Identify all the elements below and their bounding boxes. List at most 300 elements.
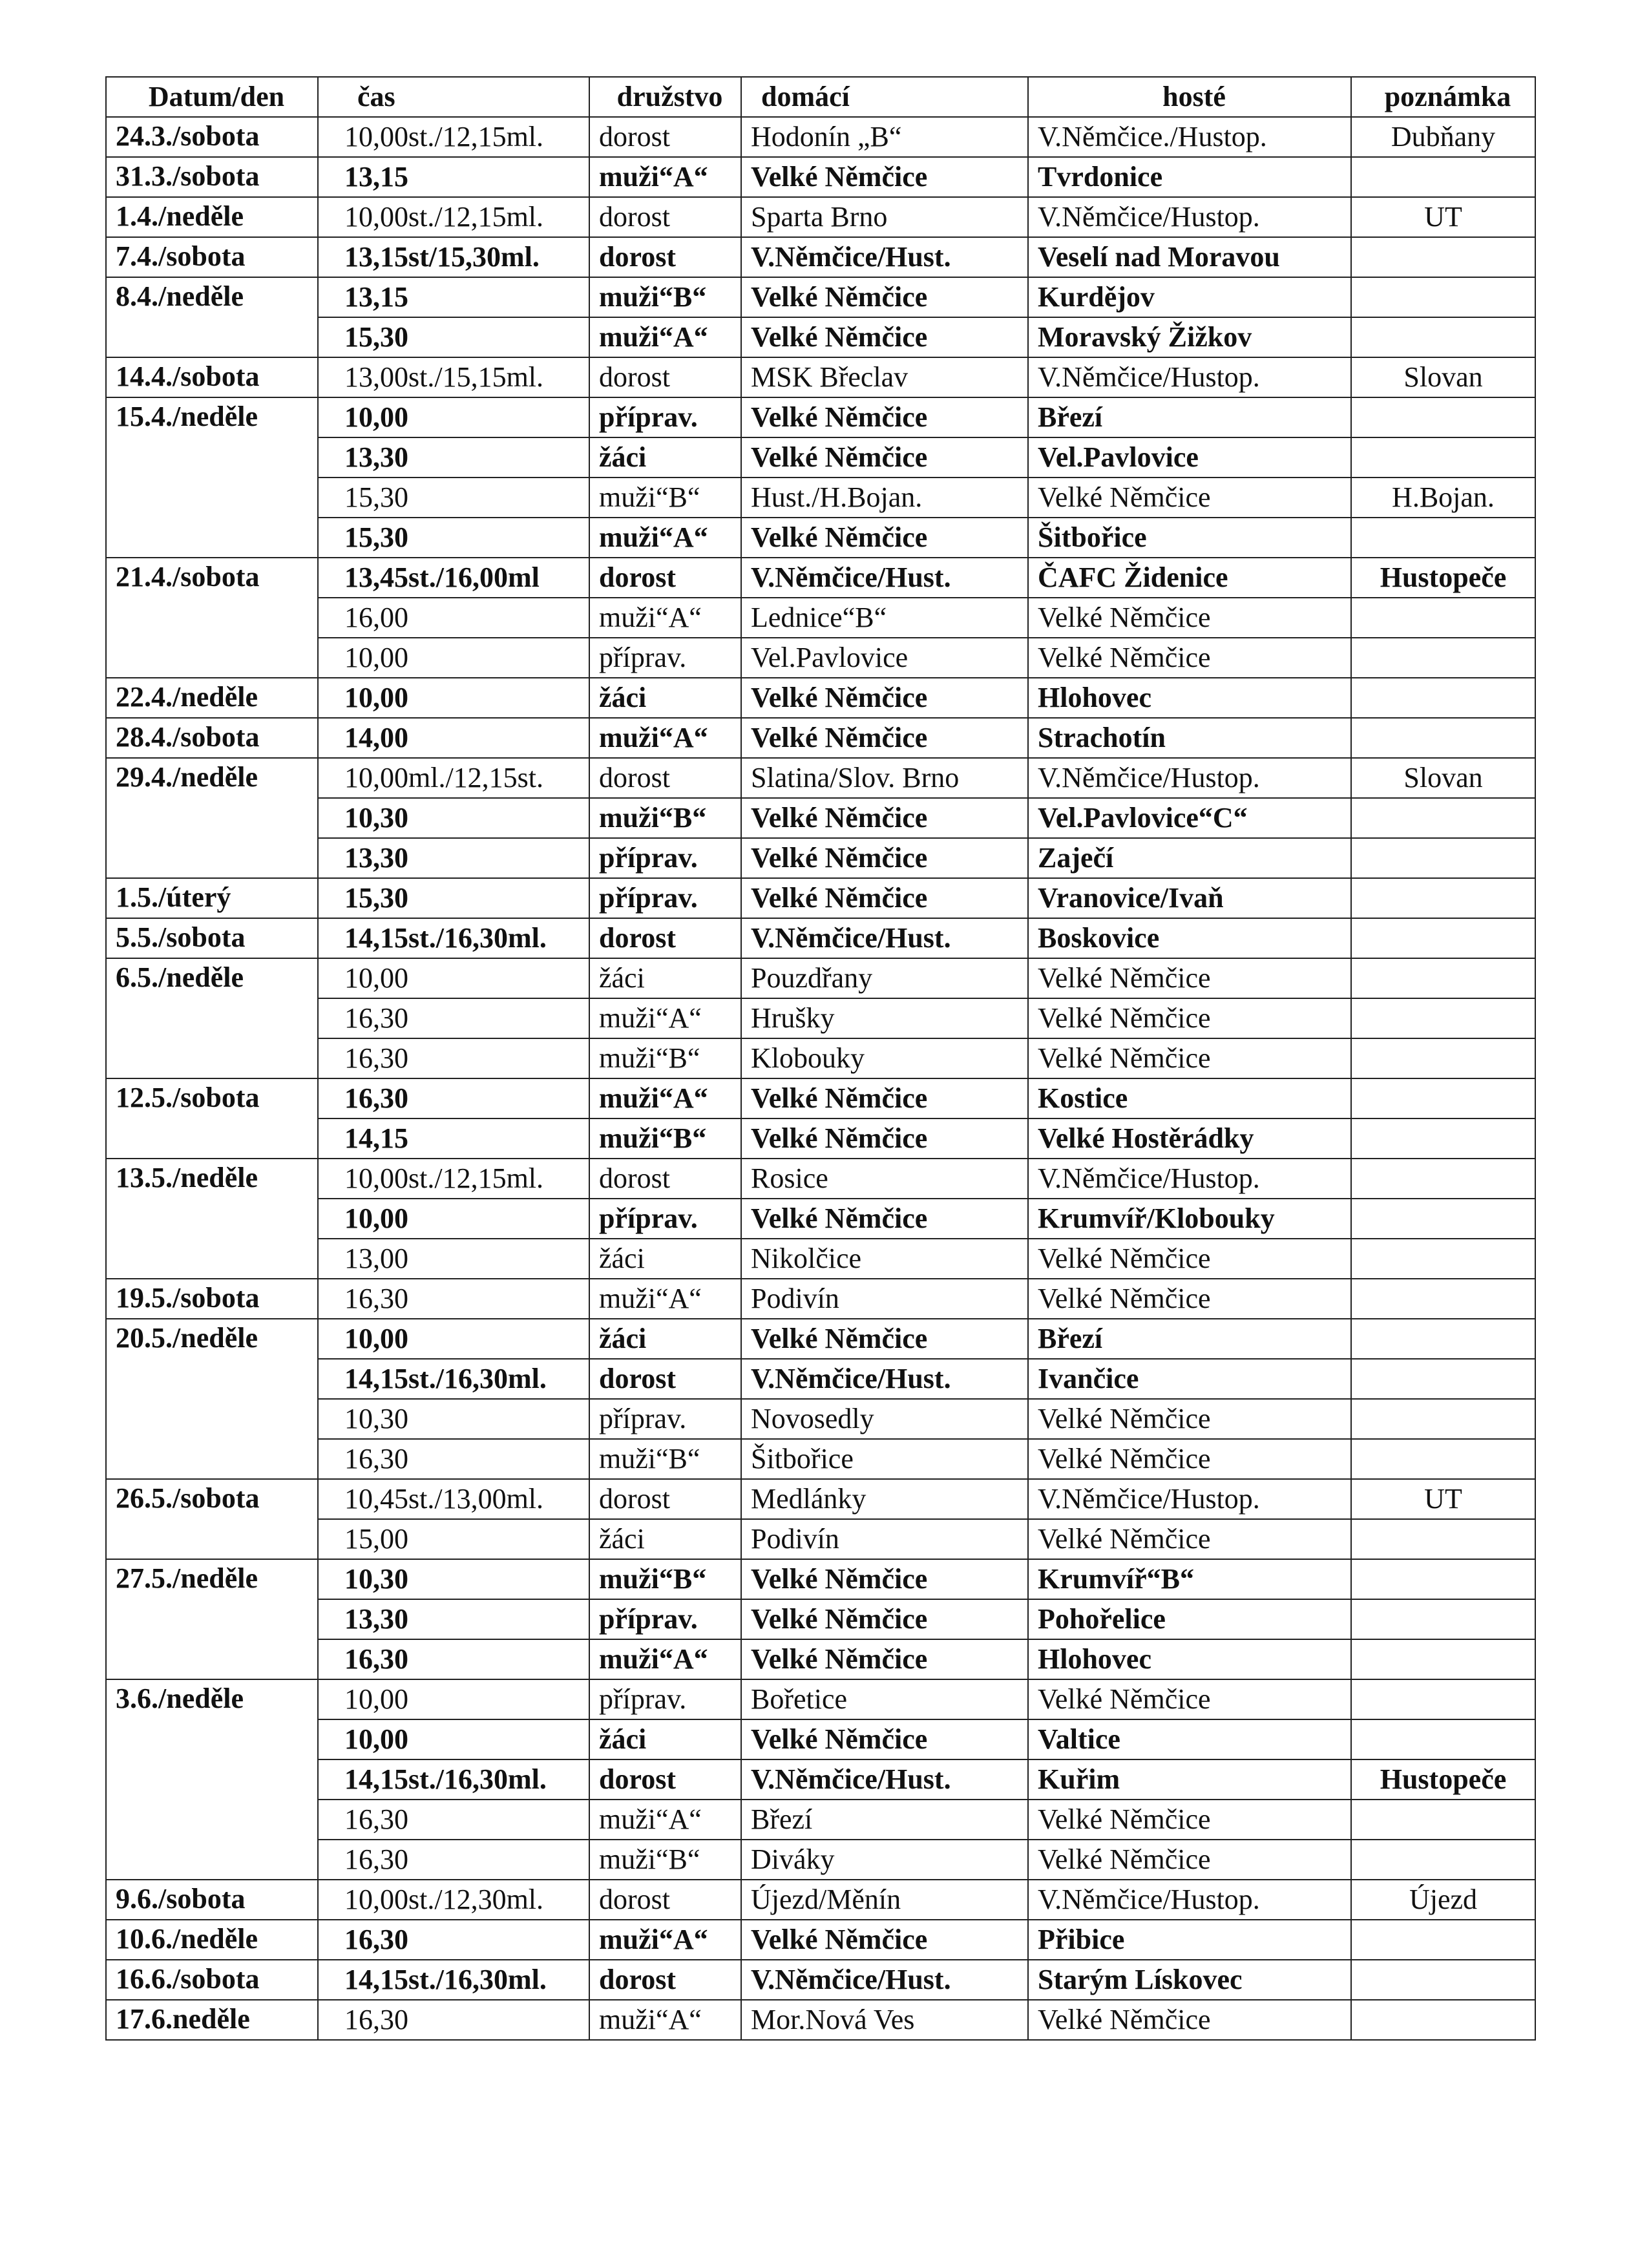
table-row bbox=[106, 157, 1535, 197]
cell-away: Velké Němčice bbox=[1028, 1679, 1351, 1719]
cell-away: Přibice bbox=[1028, 1920, 1351, 1960]
cell-note: UT bbox=[1351, 1479, 1535, 1519]
table-row bbox=[106, 1118, 1535, 1159]
cell-home: Hust./H.Bojan. bbox=[741, 478, 1028, 518]
cell-team: žáci bbox=[589, 958, 741, 998]
cell-away: V.Němčice/Hustop. bbox=[1028, 1159, 1351, 1199]
cell-away: Šitbořice bbox=[1028, 518, 1351, 558]
cell-time: 10,00 bbox=[318, 678, 589, 718]
cell-note bbox=[1351, 1319, 1535, 1359]
cell-away: V.Němčice/Hustop. bbox=[1028, 357, 1351, 397]
cell-date bbox=[106, 518, 318, 558]
header-date: Datum/den bbox=[106, 77, 318, 117]
header-team: družstvo bbox=[589, 77, 741, 117]
cell-team: muži“A“ bbox=[589, 1639, 741, 1679]
cell-date bbox=[106, 1800, 318, 1840]
cell-time: 13,00st./15,15ml. bbox=[318, 357, 589, 397]
cell-note bbox=[1351, 1199, 1535, 1239]
cell-team: muži“A“ bbox=[589, 157, 741, 197]
cell-home: Novosedly bbox=[741, 1399, 1028, 1439]
cell-date: 17.6.neděle bbox=[106, 2000, 318, 2040]
cell-time: 16,00 bbox=[318, 598, 589, 638]
cell-note bbox=[1351, 2000, 1535, 2040]
cell-away: Velké Němčice bbox=[1028, 598, 1351, 638]
match-schedule-table bbox=[105, 76, 1536, 2041]
cell-team: dorost bbox=[589, 918, 741, 958]
cell-time: 14,15st./16,30ml. bbox=[318, 1359, 589, 1399]
cell-note: Hustopeče bbox=[1351, 1759, 1535, 1800]
table-row bbox=[106, 958, 1535, 998]
cell-date: 27.5./neděle bbox=[106, 1559, 318, 1599]
cell-home: MSK Břeclav bbox=[741, 357, 1028, 397]
cell-home: V.Němčice/Hust. bbox=[741, 1960, 1028, 2000]
table-row bbox=[106, 317, 1535, 357]
cell-team: příprav. bbox=[589, 397, 741, 437]
cell-home: Velké Němčice bbox=[741, 1078, 1028, 1118]
table-row bbox=[106, 1800, 1535, 1840]
cell-home: V.Němčice/Hust. bbox=[741, 918, 1028, 958]
cell-home: Hodonín „B“ bbox=[741, 117, 1028, 157]
header-away: hosté bbox=[1028, 77, 1351, 117]
schedule-sheet bbox=[105, 76, 1535, 2041]
table-row bbox=[106, 237, 1535, 277]
cell-team: příprav. bbox=[589, 1199, 741, 1239]
cell-away: Velké Němčice bbox=[1028, 1038, 1351, 1078]
cell-note bbox=[1351, 1159, 1535, 1199]
cell-date: 26.5./sobota bbox=[106, 1479, 318, 1519]
table-row bbox=[106, 718, 1535, 758]
cell-time: 10,00st./12,15ml. bbox=[318, 197, 589, 237]
cell-time: 13,30 bbox=[318, 838, 589, 878]
cell-time: 10,00 bbox=[318, 397, 589, 437]
cell-time: 16,30 bbox=[318, 1078, 589, 1118]
cell-team: dorost bbox=[589, 758, 741, 798]
cell-time: 16,30 bbox=[318, 1439, 589, 1479]
cell-team: žáci bbox=[589, 1319, 741, 1359]
cell-note bbox=[1351, 157, 1535, 197]
cell-team: muži“A“ bbox=[589, 518, 741, 558]
cell-away: Vranovice/Ivaň bbox=[1028, 878, 1351, 918]
cell-note bbox=[1351, 1639, 1535, 1679]
cell-date: 16.6./sobota bbox=[106, 1960, 318, 2000]
cell-away: Velké Němčice bbox=[1028, 1279, 1351, 1319]
cell-home: Sparta Brno bbox=[741, 197, 1028, 237]
cell-away: V.Němčice/Hustop. bbox=[1028, 1479, 1351, 1519]
cell-note bbox=[1351, 998, 1535, 1038]
cell-team: dorost bbox=[589, 357, 741, 397]
table-row bbox=[106, 878, 1535, 918]
cell-home: Rosice bbox=[741, 1159, 1028, 1199]
cell-date: 6.5./neděle bbox=[106, 958, 318, 998]
cell-home: V.Němčice/Hust. bbox=[741, 558, 1028, 598]
cell-home: Velké Němčice bbox=[741, 798, 1028, 838]
cell-home: Diváky bbox=[741, 1840, 1028, 1880]
header-time: čas bbox=[318, 77, 589, 117]
cell-time: 16,30 bbox=[318, 998, 589, 1038]
cell-away: Vel.Pavlovice“C“ bbox=[1028, 798, 1351, 838]
table-row bbox=[106, 1479, 1535, 1519]
cell-team: muži“B“ bbox=[589, 277, 741, 317]
cell-home: Velké Němčice bbox=[741, 518, 1028, 558]
cell-date: 12.5./sobota bbox=[106, 1078, 318, 1118]
cell-time: 10,00st./12,15ml. bbox=[318, 117, 589, 157]
table-row bbox=[106, 1599, 1535, 1639]
cell-team: dorost bbox=[589, 1159, 741, 1199]
cell-note: Slovan bbox=[1351, 758, 1535, 798]
cell-date bbox=[106, 598, 318, 638]
cell-team: dorost bbox=[589, 1359, 741, 1399]
cell-away: Kurdějov bbox=[1028, 277, 1351, 317]
table-row bbox=[106, 357, 1535, 397]
cell-note bbox=[1351, 678, 1535, 718]
cell-away: Hlohovec bbox=[1028, 1639, 1351, 1679]
cell-time: 14,15 bbox=[318, 1118, 589, 1159]
table-row bbox=[106, 1319, 1535, 1359]
cell-away: Krumvíř“B“ bbox=[1028, 1559, 1351, 1599]
cell-note bbox=[1351, 1239, 1535, 1279]
cell-date: 13.5./neděle bbox=[106, 1159, 318, 1199]
cell-team: muži“A“ bbox=[589, 998, 741, 1038]
cell-date bbox=[106, 1359, 318, 1399]
cell-note bbox=[1351, 598, 1535, 638]
cell-away: Velké Němčice bbox=[1028, 1800, 1351, 1840]
cell-team: příprav. bbox=[589, 1599, 741, 1639]
cell-away: Hlohovec bbox=[1028, 678, 1351, 718]
cell-note bbox=[1351, 1960, 1535, 2000]
cell-away: Veselí nad Moravou bbox=[1028, 237, 1351, 277]
table-row bbox=[106, 197, 1535, 237]
cell-date: 22.4./neděle bbox=[106, 678, 318, 718]
cell-away: Krumvíř/Klobouky bbox=[1028, 1199, 1351, 1239]
cell-date bbox=[106, 798, 318, 838]
cell-home: Podivín bbox=[741, 1279, 1028, 1319]
table-row bbox=[106, 1399, 1535, 1439]
cell-note bbox=[1351, 1840, 1535, 1880]
cell-away: V.Němčice/Hustop. bbox=[1028, 1880, 1351, 1920]
cell-note bbox=[1351, 878, 1535, 918]
table-row bbox=[106, 1279, 1535, 1319]
cell-team: muži“A“ bbox=[589, 1078, 741, 1118]
cell-time: 14,15st./16,30ml. bbox=[318, 1960, 589, 2000]
cell-time: 16,30 bbox=[318, 1639, 589, 1679]
cell-time: 10,00st./12,15ml. bbox=[318, 1159, 589, 1199]
table-row bbox=[106, 478, 1535, 518]
cell-note bbox=[1351, 918, 1535, 958]
cell-away: Velké Hostěrádky bbox=[1028, 1118, 1351, 1159]
cell-home: V.Němčice/Hust. bbox=[741, 1759, 1028, 1800]
cell-note: Újezd bbox=[1351, 1880, 1535, 1920]
cell-home: Březí bbox=[741, 1800, 1028, 1840]
table-row bbox=[106, 1359, 1535, 1399]
cell-team: dorost bbox=[589, 1479, 741, 1519]
cell-date: 8.4./neděle bbox=[106, 277, 318, 317]
cell-time: 14,15st./16,30ml. bbox=[318, 1759, 589, 1800]
cell-away: Ivančice bbox=[1028, 1359, 1351, 1399]
cell-note bbox=[1351, 798, 1535, 838]
cell-date bbox=[106, 838, 318, 878]
cell-team: dorost bbox=[589, 1880, 741, 1920]
cell-time: 15,00 bbox=[318, 1519, 589, 1559]
cell-team: muži“A“ bbox=[589, 598, 741, 638]
cell-date: 10.6./neděle bbox=[106, 1920, 318, 1960]
cell-note bbox=[1351, 317, 1535, 357]
table-row bbox=[106, 998, 1535, 1038]
cell-time: 16,30 bbox=[318, 1840, 589, 1880]
cell-team: muži“B“ bbox=[589, 1559, 741, 1599]
cell-date bbox=[106, 1239, 318, 1279]
cell-team: dorost bbox=[589, 1960, 741, 2000]
cell-note bbox=[1351, 1118, 1535, 1159]
cell-time: 10,30 bbox=[318, 1399, 589, 1439]
header-note: poznámka bbox=[1351, 77, 1535, 117]
table-row bbox=[106, 1519, 1535, 1559]
cell-date: 28.4./sobota bbox=[106, 718, 318, 758]
cell-note bbox=[1351, 1920, 1535, 1960]
table-row bbox=[106, 558, 1535, 598]
cell-note: Hustopeče bbox=[1351, 558, 1535, 598]
cell-time: 10,30 bbox=[318, 1559, 589, 1599]
cell-team: muži“B“ bbox=[589, 1439, 741, 1479]
cell-team: muži“B“ bbox=[589, 1118, 741, 1159]
table-row bbox=[106, 1960, 1535, 2000]
cell-note bbox=[1351, 718, 1535, 758]
table-row bbox=[106, 397, 1535, 437]
table-row bbox=[106, 277, 1535, 317]
cell-date bbox=[106, 1439, 318, 1479]
cell-date bbox=[106, 1759, 318, 1800]
table-row bbox=[106, 2000, 1535, 2040]
cell-team: muži“B“ bbox=[589, 478, 741, 518]
cell-away: Velké Němčice bbox=[1028, 638, 1351, 678]
cell-time: 15,30 bbox=[318, 478, 589, 518]
cell-note bbox=[1351, 1599, 1535, 1639]
cell-time: 16,30 bbox=[318, 1038, 589, 1078]
cell-note: H.Bojan. bbox=[1351, 478, 1535, 518]
cell-note bbox=[1351, 958, 1535, 998]
cell-team: žáci bbox=[589, 678, 741, 718]
cell-home: Velké Němčice bbox=[741, 1118, 1028, 1159]
cell-away: Velké Němčice bbox=[1028, 1399, 1351, 1439]
cell-time: 13,30 bbox=[318, 1599, 589, 1639]
cell-team: muži“A“ bbox=[589, 1920, 741, 1960]
cell-note bbox=[1351, 838, 1535, 878]
cell-time: 13,30 bbox=[318, 437, 589, 478]
cell-home: Hrušky bbox=[741, 998, 1028, 1038]
table-row bbox=[106, 1920, 1535, 1960]
cell-home: Velké Němčice bbox=[741, 838, 1028, 878]
cell-away: Březí bbox=[1028, 1319, 1351, 1359]
table-row bbox=[106, 1759, 1535, 1800]
cell-away: Velké Němčice bbox=[1028, 1840, 1351, 1880]
cell-away: Zaječí bbox=[1028, 838, 1351, 878]
cell-away: Březí bbox=[1028, 397, 1351, 437]
cell-date bbox=[106, 1719, 318, 1759]
cell-team: žáci bbox=[589, 1719, 741, 1759]
cell-home: Mor.Nová Ves bbox=[741, 2000, 1028, 2040]
cell-time: 13,00 bbox=[318, 1239, 589, 1279]
cell-home: Podivín bbox=[741, 1519, 1028, 1559]
cell-team: muži“A“ bbox=[589, 718, 741, 758]
cell-date bbox=[106, 317, 318, 357]
cell-away: Strachotín bbox=[1028, 718, 1351, 758]
cell-time: 13,15 bbox=[318, 157, 589, 197]
cell-team: dorost bbox=[589, 117, 741, 157]
cell-time: 10,00 bbox=[318, 958, 589, 998]
cell-time: 13,45st./16,00ml bbox=[318, 558, 589, 598]
cell-time: 10,00st./12,30ml. bbox=[318, 1880, 589, 1920]
cell-time: 16,30 bbox=[318, 1920, 589, 1960]
table-row bbox=[106, 1880, 1535, 1920]
cell-home: Bořetice bbox=[741, 1679, 1028, 1719]
cell-away: Velké Němčice bbox=[1028, 958, 1351, 998]
cell-away: Velké Němčice bbox=[1028, 1239, 1351, 1279]
cell-away: Velké Němčice bbox=[1028, 1519, 1351, 1559]
cell-home: Velké Němčice bbox=[741, 1719, 1028, 1759]
cell-date bbox=[106, 1038, 318, 1078]
cell-home: Újezd/Měnín bbox=[741, 1880, 1028, 1920]
cell-note bbox=[1351, 1399, 1535, 1439]
cell-home: Velké Němčice bbox=[741, 1639, 1028, 1679]
cell-away: Boskovice bbox=[1028, 918, 1351, 958]
cell-date: 14.4./sobota bbox=[106, 357, 318, 397]
cell-note bbox=[1351, 1679, 1535, 1719]
cell-away: Velké Němčice bbox=[1028, 998, 1351, 1038]
cell-note bbox=[1351, 1439, 1535, 1479]
cell-note bbox=[1351, 518, 1535, 558]
cell-away: V.Němčice/Hustop. bbox=[1028, 197, 1351, 237]
cell-note bbox=[1351, 1559, 1535, 1599]
cell-home: Velké Němčice bbox=[741, 1559, 1028, 1599]
cell-time: 13,15st/15,30ml. bbox=[318, 237, 589, 277]
cell-away: Velké Němčice bbox=[1028, 2000, 1351, 2040]
cell-note bbox=[1351, 277, 1535, 317]
table-row bbox=[106, 678, 1535, 718]
cell-away: Kostice bbox=[1028, 1078, 1351, 1118]
cell-time: 10,00ml./12,15st. bbox=[318, 758, 589, 798]
cell-date bbox=[106, 1118, 318, 1159]
cell-time: 14,00 bbox=[318, 718, 589, 758]
cell-note bbox=[1351, 1038, 1535, 1078]
cell-time: 10,00 bbox=[318, 638, 589, 678]
cell-time: 15,30 bbox=[318, 518, 589, 558]
table-row bbox=[106, 1199, 1535, 1239]
cell-date: 15.4./neděle bbox=[106, 397, 318, 437]
cell-team: příprav. bbox=[589, 1679, 741, 1719]
cell-home: Velké Němčice bbox=[741, 157, 1028, 197]
cell-home: V.Němčice/Hust. bbox=[741, 1359, 1028, 1399]
table-row bbox=[106, 1078, 1535, 1118]
table-row bbox=[106, 1439, 1535, 1479]
cell-date bbox=[106, 1840, 318, 1880]
cell-away: Valtice bbox=[1028, 1719, 1351, 1759]
table-row bbox=[106, 1679, 1535, 1719]
cell-home: Velké Němčice bbox=[741, 1920, 1028, 1960]
cell-note bbox=[1351, 1800, 1535, 1840]
cell-note: UT bbox=[1351, 197, 1535, 237]
cell-away: V.Němčice/Hustop. bbox=[1028, 758, 1351, 798]
cell-time: 16,30 bbox=[318, 1279, 589, 1319]
cell-home: Nikolčice bbox=[741, 1239, 1028, 1279]
cell-away: Vel.Pavlovice bbox=[1028, 437, 1351, 478]
cell-home: Velké Němčice bbox=[741, 1319, 1028, 1359]
cell-date bbox=[106, 478, 318, 518]
cell-date bbox=[106, 638, 318, 678]
table-row bbox=[106, 518, 1535, 558]
cell-date bbox=[106, 1519, 318, 1559]
cell-home: Velké Němčice bbox=[741, 718, 1028, 758]
cell-date bbox=[106, 998, 318, 1038]
cell-team: příprav. bbox=[589, 838, 741, 878]
cell-home: Velké Němčice bbox=[741, 1199, 1028, 1239]
cell-away: V.Němčice./Hustop. bbox=[1028, 117, 1351, 157]
cell-note bbox=[1351, 1279, 1535, 1319]
cell-team: muži“B“ bbox=[589, 1038, 741, 1078]
cell-date bbox=[106, 437, 318, 478]
cell-note bbox=[1351, 638, 1535, 678]
table-row bbox=[106, 1559, 1535, 1599]
table-row bbox=[106, 1038, 1535, 1078]
cell-home: Pouzdřany bbox=[741, 958, 1028, 998]
cell-date bbox=[106, 1599, 318, 1639]
cell-away: Moravský Žižkov bbox=[1028, 317, 1351, 357]
cell-note: Slovan bbox=[1351, 357, 1535, 397]
cell-home: Lednice“B“ bbox=[741, 598, 1028, 638]
cell-date: 3.6./neděle bbox=[106, 1679, 318, 1719]
cell-date: 1.4./neděle bbox=[106, 197, 318, 237]
cell-away: Starým Lískovec bbox=[1028, 1960, 1351, 2000]
cell-note bbox=[1351, 437, 1535, 478]
cell-away: Tvrdonice bbox=[1028, 157, 1351, 197]
cell-date: 21.4./sobota bbox=[106, 558, 318, 598]
cell-home: Velké Němčice bbox=[741, 878, 1028, 918]
table-row bbox=[106, 1719, 1535, 1759]
cell-home: Vel.Pavlovice bbox=[741, 638, 1028, 678]
cell-team: žáci bbox=[589, 437, 741, 478]
cell-home: Velké Němčice bbox=[741, 397, 1028, 437]
cell-note bbox=[1351, 1359, 1535, 1399]
cell-team: dorost bbox=[589, 237, 741, 277]
cell-team: muži“A“ bbox=[589, 317, 741, 357]
cell-time: 15,30 bbox=[318, 317, 589, 357]
cell-time: 10,00 bbox=[318, 1319, 589, 1359]
cell-team: žáci bbox=[589, 1239, 741, 1279]
cell-away: ČAFC Židenice bbox=[1028, 558, 1351, 598]
table-row bbox=[106, 117, 1535, 157]
table-row bbox=[106, 758, 1535, 798]
table-row bbox=[106, 918, 1535, 958]
cell-team: muži“A“ bbox=[589, 2000, 741, 2040]
cell-date: 29.4./neděle bbox=[106, 758, 318, 798]
cell-time: 13,15 bbox=[318, 277, 589, 317]
table-row bbox=[106, 1159, 1535, 1199]
cell-home: Šitbořice bbox=[741, 1439, 1028, 1479]
cell-note: Dubňany bbox=[1351, 117, 1535, 157]
cell-home: Velké Němčice bbox=[741, 1599, 1028, 1639]
cell-team: muži“A“ bbox=[589, 1279, 741, 1319]
cell-note bbox=[1351, 237, 1535, 277]
cell-date bbox=[106, 1199, 318, 1239]
cell-team: žáci bbox=[589, 1519, 741, 1559]
cell-time: 10,00 bbox=[318, 1679, 589, 1719]
cell-time: 10,30 bbox=[318, 798, 589, 838]
cell-date: 24.3./sobota bbox=[106, 117, 318, 157]
table-row bbox=[106, 638, 1535, 678]
table-row bbox=[106, 1639, 1535, 1679]
cell-time: 10,00 bbox=[318, 1719, 589, 1759]
cell-home: V.Němčice/Hust. bbox=[741, 237, 1028, 277]
cell-team: muži“A“ bbox=[589, 1800, 741, 1840]
table-row bbox=[106, 437, 1535, 478]
